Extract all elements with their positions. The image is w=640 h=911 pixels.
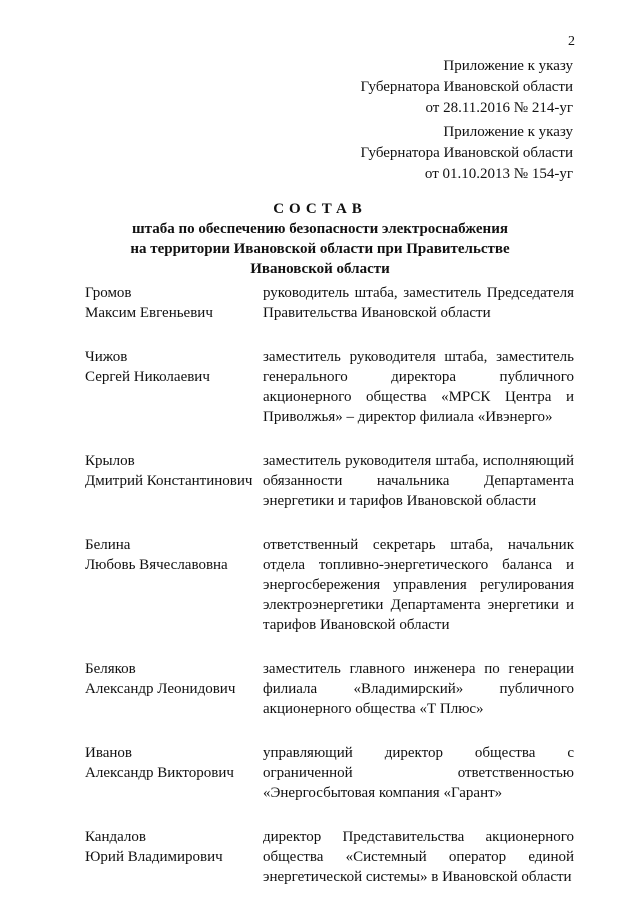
member-role: заместитель главного инженера по генерации филиала «Владимирский» публичного акционерного общества «Т Плюс» <box>263 661 574 717</box>
member-name <box>85 451 263 511</box>
member-name <box>85 347 263 427</box>
annex-original-line2: Губернатора Ивановской области <box>360 145 573 161</box>
document-title <box>0 199 640 279</box>
annex-current-line3: от 28.11.2016 № 214-уг <box>425 100 573 116</box>
member-given-name: Александр Викторович <box>85 765 234 781</box>
member-surname: Беляков <box>85 661 136 677</box>
title-line3: Ивановской области <box>250 261 390 277</box>
member-row <box>85 535 574 635</box>
member-surname: Громов <box>85 285 132 301</box>
member-name <box>85 535 263 635</box>
annex-current-line1: Приложение к указу <box>443 58 573 74</box>
title-line1: штаба по обеспечению безопасности электроснабжения <box>132 221 508 237</box>
title-heading: СОСТАВ <box>273 201 367 217</box>
member-name <box>85 827 263 887</box>
member-role: директор Представительства акционерного общества «Системный оператор единой энергетической системы» в Ивановской области <box>263 829 574 885</box>
page-number: 2 <box>568 34 575 49</box>
member-given-name: Сергей Николаевич <box>85 369 210 385</box>
member-role: управляющий директор общества с ограниченной ответственностью «Энергосбытовая компания «Гарант» <box>263 745 574 801</box>
member-role: руководитель штаба, заместитель Председателя Правительства Ивановской области <box>263 285 574 321</box>
annex-original-line1: Приложение к указу <box>443 124 573 140</box>
member-given-name: Дмитрий Константинович <box>85 473 253 489</box>
member-given-name: Любовь Вячеславовна <box>85 557 228 573</box>
member-surname: Чижов <box>85 349 128 365</box>
member-row <box>85 347 574 427</box>
member-row <box>85 283 574 323</box>
member-surname: Кандалов <box>85 829 146 845</box>
annex-current-header <box>360 56 573 119</box>
member-given-name: Максим Евгеньевич <box>85 305 213 321</box>
member-row <box>85 743 574 803</box>
member-name <box>85 743 263 803</box>
member-role: заместитель руководителя штаба, заместитель генерального директора публичного акционерного общества «МРСК Центра и Приволжья» – директор филиала «Ивэнерго» <box>263 349 574 425</box>
member-row <box>85 659 574 719</box>
member-row <box>85 827 574 887</box>
member-name <box>85 283 263 323</box>
member-surname: Иванов <box>85 745 132 761</box>
member-name <box>85 659 263 719</box>
member-role: заместитель руководителя штаба, исполняющий обязанности начальника Департамента энергетики и тарифов Ивановской области <box>263 453 574 509</box>
member-surname: Белина <box>85 537 131 553</box>
annex-original-line3: от 01.10.2013 № 154-уг <box>424 166 573 182</box>
member-surname: Крылов <box>85 453 135 469</box>
member-given-name: Юрий Владимирович <box>85 849 223 865</box>
member-row <box>85 451 574 511</box>
member-given-name: Александр Леонидович <box>85 681 236 697</box>
title-line2: на территории Ивановской области при Правительстве <box>130 241 510 257</box>
member-role: ответственный секретарь штаба, начальник отдела топливно-энергетического баланса и энергосбережения управления регулирования электроэнергетики Департамента энергетики и тарифов Ивановской области <box>263 537 574 633</box>
annex-current-line2: Губернатора Ивановской области <box>360 79 573 95</box>
members-list <box>85 283 574 911</box>
annex-original-header <box>360 122 573 185</box>
